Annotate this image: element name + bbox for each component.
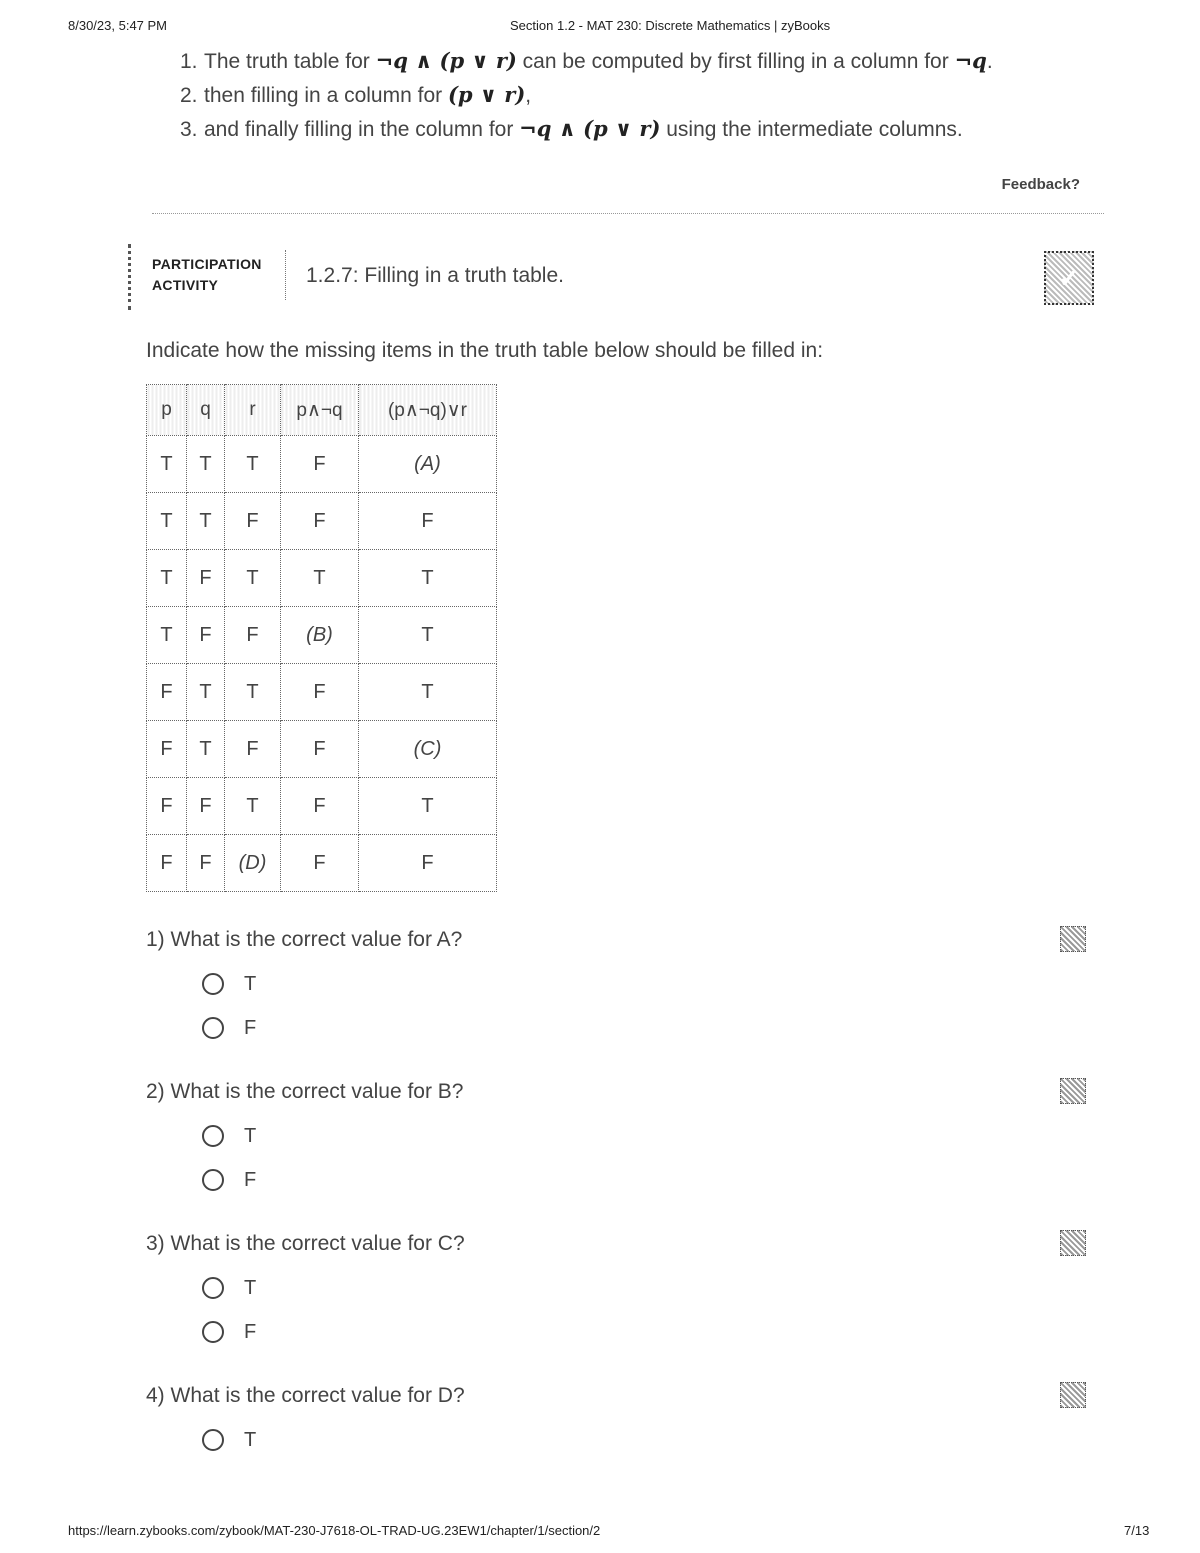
question-2 — [146, 1080, 1086, 1202]
table-row — [147, 721, 497, 778]
question-status-icon — [1060, 1230, 1086, 1256]
table-cell: F — [187, 607, 225, 664]
table-cell: T — [187, 493, 225, 550]
table-cell: T — [359, 664, 497, 721]
table-cell: F — [147, 778, 187, 835]
table-row — [147, 778, 497, 835]
answer-option-t[interactable]: T — [202, 1418, 1086, 1462]
table-cell: T — [225, 550, 281, 607]
table-cell: F — [147, 835, 187, 892]
table-row — [147, 550, 497, 607]
table-cell: T — [359, 778, 497, 835]
table-cell: F — [281, 493, 359, 550]
table-row — [147, 436, 497, 493]
table-cell: F — [281, 835, 359, 892]
table-cell: T — [147, 436, 187, 493]
missing-cell-b: (B) — [281, 607, 359, 664]
completion-check-icon: ✓ — [1044, 251, 1094, 305]
print-datetime: 8/30/23, 5:47 PM — [68, 18, 168, 33]
table-cell: F — [281, 778, 359, 835]
table-cell: T — [225, 664, 281, 721]
missing-cell-c: (C) — [359, 721, 497, 778]
answer-option-t[interactable]: T — [202, 1266, 1086, 1310]
table-cell: F — [187, 778, 225, 835]
radio-button[interactable] — [202, 973, 224, 995]
answer-option-f[interactable]: F — [202, 1158, 1086, 1202]
table-cell: T — [187, 436, 225, 493]
table-cell: T — [187, 721, 225, 778]
header-cell: (p∧¬q)∨r — [359, 385, 497, 436]
table-cell: F — [147, 664, 187, 721]
table-row — [147, 835, 497, 892]
table-cell: F — [359, 835, 497, 892]
question-text: 1) What is the correct value for A? — [146, 928, 463, 951]
step-item: 2. then filling in a column for (p ∨ r), — [180, 82, 532, 107]
print-page-title: Section 1.2 - MAT 230: Discrete Mathematics | zyBooks — [510, 18, 831, 33]
question-status-icon — [1060, 1078, 1086, 1104]
missing-cell-d: (D) — [225, 835, 281, 892]
table-cell: F — [281, 664, 359, 721]
activity-title: 1.2.7: Filling in a truth table. — [306, 264, 564, 287]
table-cell: T — [359, 550, 497, 607]
table-cell: T — [281, 550, 359, 607]
truth-table — [146, 384, 497, 892]
header-cell: p∧¬q — [281, 385, 359, 436]
activity-accent-bar — [128, 244, 135, 310]
activity-type-label: PARTICIPATION ACTIVITY — [152, 256, 262, 293]
table-cell: F — [225, 721, 281, 778]
step-item: 1. The truth table for ¬q ∧ (p ∨ r) can be computed by first filling in a column for ¬q. — [180, 48, 993, 73]
table-row — [147, 607, 497, 664]
table-cell: T — [225, 436, 281, 493]
table-cell: F — [187, 550, 225, 607]
question-text: 2) What is the correct value for B? — [146, 1080, 464, 1103]
step-item: 3. and finally filling in the column for ¬q ∧ (p ∨ r) using the intermediate columns. — [180, 116, 963, 141]
table-header-row — [147, 385, 497, 436]
table-cell: F — [359, 493, 497, 550]
table-cell: T — [225, 778, 281, 835]
section-divider — [152, 213, 1104, 214]
table-cell: T — [147, 550, 187, 607]
feedback-link[interactable]: Feedback? — [1001, 176, 1080, 193]
table-cell: T — [147, 607, 187, 664]
instructions: Indicate how the missing items in the truth table below should be filled in: — [146, 339, 824, 362]
print-url: https://learn.zybooks.com/zybook/MAT-230-J7618-OL-TRAD-UG.23EW1/chapter/1/section/2 — [68, 1523, 601, 1538]
missing-cell-a: (A) — [359, 436, 497, 493]
radio-button[interactable] — [202, 1017, 224, 1039]
table-cell: F — [281, 436, 359, 493]
radio-button[interactable] — [202, 1277, 224, 1299]
table-cell: F — [225, 607, 281, 664]
print-page-number: 7/13 — [1124, 1523, 1150, 1538]
table-cell: F — [187, 835, 225, 892]
question-text: 4) What is the correct value for D? — [146, 1384, 465, 1407]
answer-option-f[interactable]: F — [202, 1310, 1086, 1354]
table-cell: F — [225, 493, 281, 550]
activity-separator — [285, 250, 286, 300]
header-cell: q — [187, 385, 225, 436]
answer-option-f[interactable]: F — [202, 1006, 1086, 1050]
answer-option-t[interactable]: T — [202, 1114, 1086, 1158]
table-cell: F — [281, 721, 359, 778]
radio-button[interactable] — [202, 1169, 224, 1191]
table-row — [147, 493, 497, 550]
question-4 — [146, 1384, 1086, 1462]
table-cell: F — [147, 721, 187, 778]
answer-option-t[interactable]: T — [202, 962, 1086, 1006]
radio-button[interactable] — [202, 1125, 224, 1147]
radio-button[interactable] — [202, 1429, 224, 1451]
table-cell: T — [359, 607, 497, 664]
radio-button[interactable] — [202, 1321, 224, 1343]
table-cell: T — [187, 664, 225, 721]
header-cell: p — [147, 385, 187, 436]
steps-list — [180, 44, 1100, 146]
header-cell: r — [225, 385, 281, 436]
question-status-icon — [1060, 926, 1086, 952]
question-status-icon — [1060, 1382, 1086, 1408]
table-row — [147, 664, 497, 721]
table-cell: T — [147, 493, 187, 550]
question-text: 3) What is the correct value for C? — [146, 1232, 465, 1255]
question-1 — [146, 928, 1086, 1050]
question-3 — [146, 1232, 1086, 1354]
